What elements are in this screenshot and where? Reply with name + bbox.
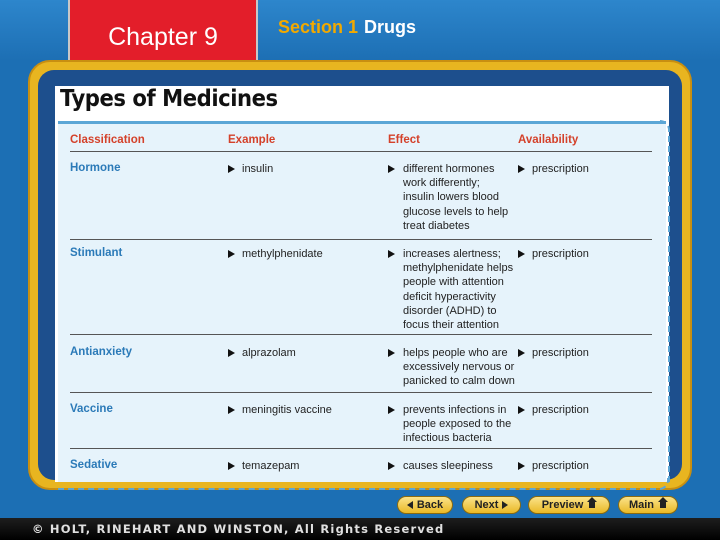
row-divider [70, 334, 652, 335]
effect-line: insulin lowers blood [403, 191, 499, 204]
effect-cell [403, 162, 508, 233]
triangle-right-icon [388, 250, 395, 258]
table-dashed-border [660, 120, 670, 484]
effect-line: treat diabetes [403, 219, 470, 232]
effect-line: panicked to calm down [403, 375, 515, 388]
effect-line: people exposed to the [403, 418, 512, 431]
triangle-right-icon [228, 406, 235, 414]
back-button[interactable] [397, 496, 453, 514]
arrow-right-icon [502, 501, 508, 509]
triangle-right-icon [388, 165, 395, 173]
next-button[interactable] [462, 496, 521, 514]
preview-button-label: Preview [541, 499, 584, 511]
effect-line: disorder (ADHD) to [403, 304, 497, 317]
section-name: Drugs [364, 17, 417, 37]
classification-cell: Stimulant [70, 247, 123, 259]
row-divider [70, 392, 652, 393]
classification-cell: Sedative [70, 459, 118, 471]
example-cell: temazepam [242, 460, 300, 472]
effect-line: different hormones [403, 163, 495, 175]
column-header-classification: Classification [70, 134, 145, 146]
preview-button[interactable] [528, 496, 610, 514]
triangle-right-icon [388, 406, 395, 414]
effect-cell [403, 403, 511, 446]
classification-cell: Vaccine [70, 403, 113, 415]
triangle-right-icon [228, 349, 235, 357]
triangle-right-icon [518, 406, 525, 414]
availability-cell: prescription [532, 248, 589, 260]
availability-cell: prescription [532, 163, 589, 175]
copyright-text: © HOLT, RINEHART AND WINSTON, All Rights Reserved [32, 522, 445, 536]
availability-cell: prescription [532, 460, 589, 472]
row-divider [70, 239, 652, 240]
column-header-example: Example [228, 134, 276, 146]
effect-line: methylphenidate helps [403, 262, 514, 275]
header-rule [70, 151, 652, 152]
classification-cell: Antianxiety [70, 346, 132, 358]
main-button[interactable] [618, 496, 678, 514]
effect-line: glucose levels to help [403, 205, 509, 218]
effect-line: causes sleepiness [403, 460, 493, 472]
triangle-right-icon [388, 462, 395, 470]
example-cell: insulin [242, 163, 274, 175]
next-button-label: Next [474, 499, 499, 511]
chapter-tab: Chapter 9 [68, 0, 258, 76]
effect-line: deficit hyperactivity [403, 290, 496, 303]
medicines-table [58, 121, 666, 482]
triangle-right-icon [518, 349, 525, 357]
triangle-right-icon [518, 462, 525, 470]
arrow-left-icon [407, 501, 413, 509]
availability-cell: prescription [532, 404, 589, 416]
triangle-right-icon [388, 349, 395, 357]
page-title: Types of Medicines [60, 86, 278, 112]
classification-cell: Hormone [70, 162, 121, 174]
triangle-right-icon [228, 165, 235, 173]
section-label: Section 1 [278, 17, 359, 37]
back-button-label: Back [416, 499, 444, 511]
effect-cell [403, 247, 513, 332]
triangle-right-icon [518, 165, 525, 173]
example-cell: meningitis vaccine [242, 404, 332, 416]
triangle-right-icon [518, 250, 525, 258]
effect-line: focus their attention [403, 319, 500, 332]
effect-line: infectious bacteria [403, 432, 492, 445]
effect-line: work differently; [403, 177, 480, 190]
column-header-effect: Effect [388, 134, 420, 146]
effect-line: excessively nervous or [403, 361, 515, 374]
availability-cell: prescription [532, 347, 589, 359]
example-cell: methylphenidate [242, 248, 323, 260]
main-button-label: Main [628, 499, 655, 511]
triangle-right-icon [228, 250, 235, 258]
table-dashed-border-bottom [55, 478, 669, 490]
effect-line: helps people who are [403, 347, 508, 359]
effect-line: people with attention [403, 276, 504, 289]
slide-content [55, 86, 669, 482]
effect-line: prevents infections in [403, 404, 507, 416]
house-icon [587, 501, 596, 509]
effect-cell [403, 459, 493, 473]
effect-line: increases alertness; [403, 248, 501, 260]
section-title [278, 17, 416, 38]
effect-cell [403, 346, 515, 389]
house-icon [658, 501, 667, 509]
triangle-right-icon [228, 462, 235, 470]
example-cell: alprazolam [242, 347, 296, 359]
row-divider [70, 448, 652, 449]
column-header-availability: Availability [518, 134, 579, 146]
